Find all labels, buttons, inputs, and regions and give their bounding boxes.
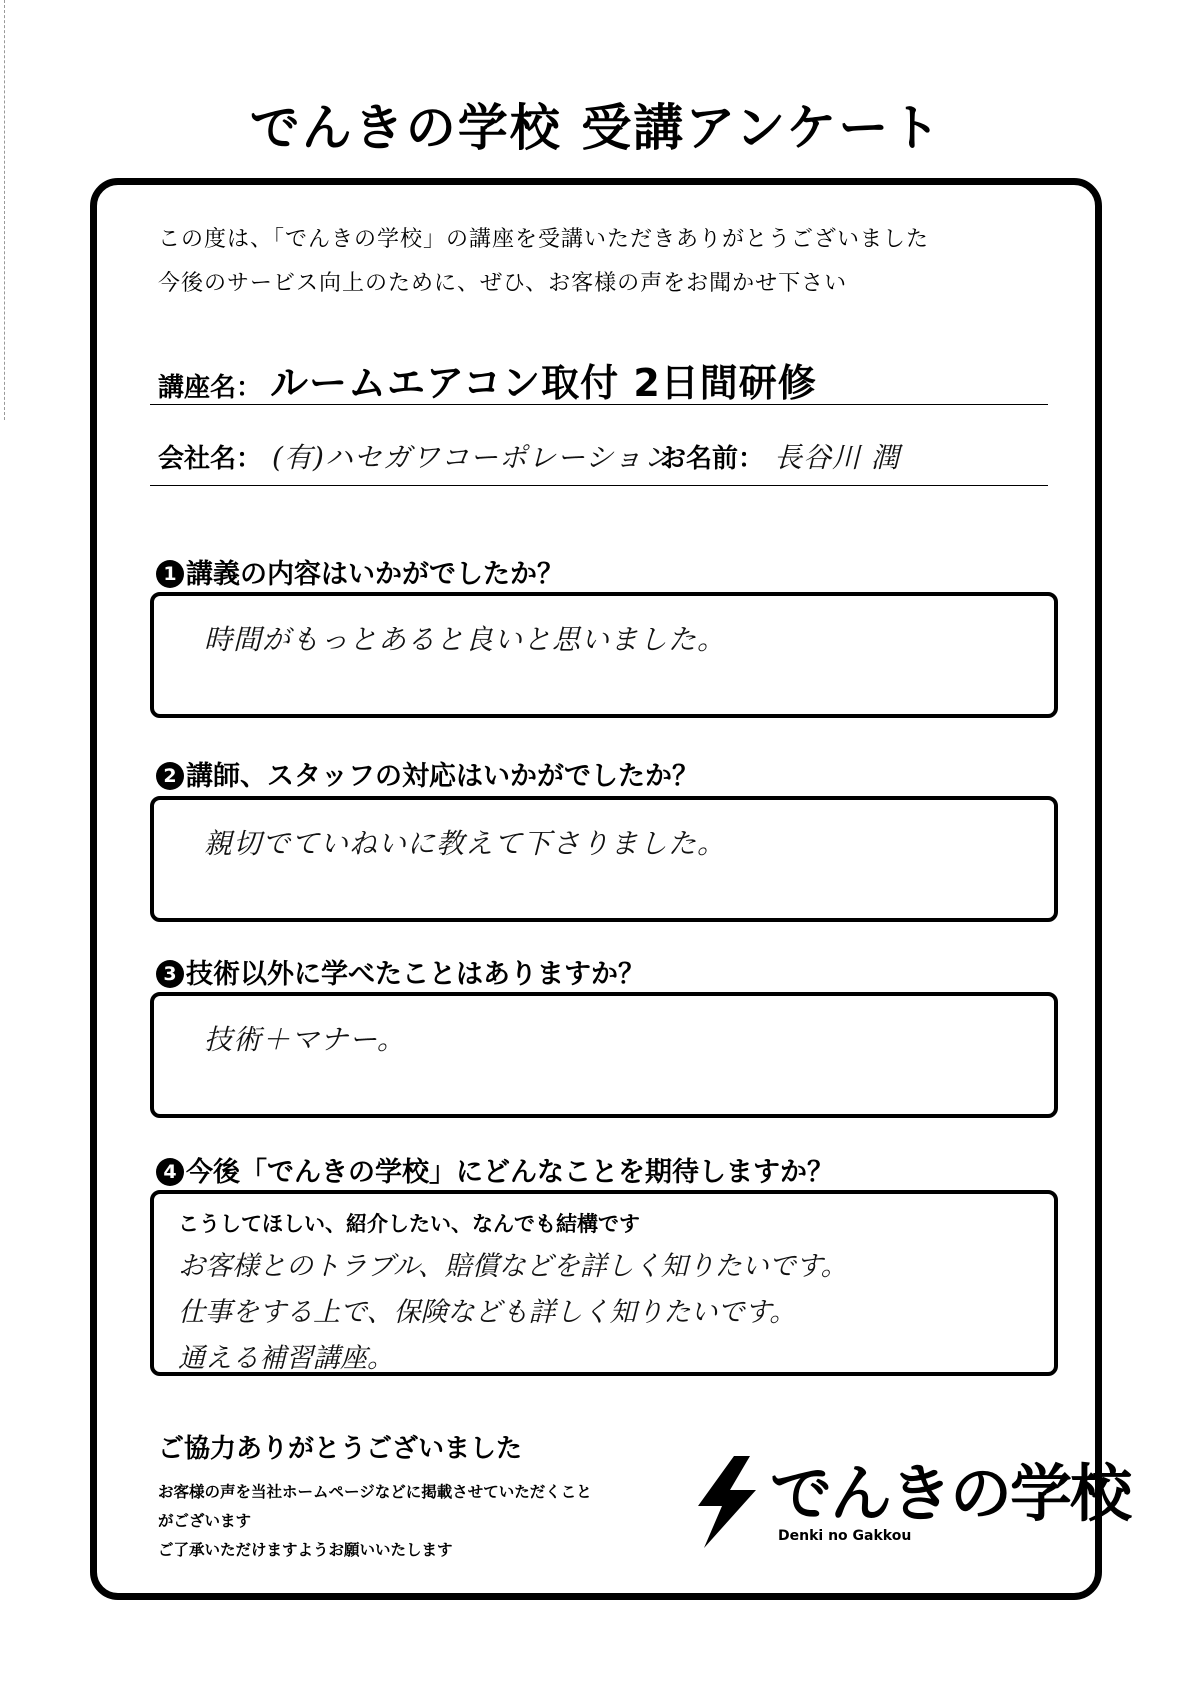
course-underline — [150, 404, 1048, 405]
thanks-heading: ご協力ありがとうございました — [158, 1434, 523, 1464]
question-3 — [156, 952, 645, 991]
answer-4-hint: こうしてほしい、紹介したい、なんでも結構です — [178, 1212, 640, 1236]
lightning-bolt-icon — [690, 1456, 762, 1548]
question-2-text: 講師、スタッフの対応はいかがでしたか？ — [186, 761, 699, 792]
logo-brand-text: でんきの学校 — [770, 1457, 1131, 1530]
publication-notice — [158, 1478, 592, 1565]
answer-box-3[interactable] — [150, 992, 1058, 1118]
name-field[interactable]: 長谷川 潤 — [774, 441, 900, 474]
logo-romanized-text: Denki no Gakkou — [778, 1528, 912, 1544]
notice-line-3: ご了承いただけますようお願いいたします — [158, 1541, 453, 1559]
company-label: 会社名： — [158, 444, 263, 474]
answer-4-lines — [178, 1244, 848, 1382]
intro-line-1: この度は、「でんきの学校」の講座を受講いただきありがとうございました — [158, 227, 930, 252]
question-1-text: 講義の内容はいかがでしたか？ — [186, 559, 564, 590]
answer-4-line-2: 仕事をする上で、保険なども詳しく知りたいです。 — [178, 1297, 797, 1328]
scan-margin-line — [4, 0, 5, 420]
company-field[interactable]: (有)ハセガワコーポレーション — [272, 441, 672, 474]
notice-line-1: お客様の声を当社ホームページなどに掲載させていただくこと — [158, 1483, 592, 1501]
answer-4-line-1: お客様とのトラブル、賠償などを詳しく知りたいです。 — [178, 1251, 848, 1282]
question-number-1: 1 — [156, 560, 184, 588]
answer-4-line-3: 通える補習講座。 — [178, 1343, 394, 1374]
answer-3-text: 技術＋マナー。 — [204, 1023, 406, 1056]
question-1 — [156, 552, 564, 591]
name-row — [660, 436, 900, 476]
question-2 — [156, 754, 699, 793]
course-name: ルームエアコン取付 2日間研修 — [270, 361, 817, 405]
question-number-2: 2 — [156, 762, 184, 790]
question-4 — [156, 1150, 834, 1189]
answer-box-2[interactable] — [150, 796, 1058, 922]
answer-2-text: 親切でていねいに教えて下さりました。 — [204, 827, 727, 860]
page-title: でんきの学校 受講アンケート — [249, 99, 943, 157]
question-number-4: 4 — [156, 1158, 184, 1186]
notice-line-2: がございます — [158, 1512, 252, 1530]
course-label: 講座名： — [158, 373, 263, 403]
answer-1-text: 時間がもっとあると良いと思いました。 — [204, 623, 727, 656]
info-underline — [150, 485, 1048, 486]
question-3-text: 技術以外に学べたことはありますか？ — [186, 959, 645, 990]
question-number-3: 3 — [156, 960, 184, 988]
intro-line-2: 今後のサービス向上のために、ぜひ、お客様の声をお聞かせ下さい — [158, 271, 848, 296]
answer-box-4[interactable] — [150, 1190, 1058, 1376]
name-label: お名前： — [660, 444, 765, 474]
denki-no-gakkou-logo — [690, 1440, 1131, 1560]
course-row — [158, 352, 817, 407]
question-4-text: 今後「でんきの学校」にどんなことを期待しますか？ — [186, 1157, 834, 1188]
company-row — [158, 436, 672, 476]
answer-box-1[interactable] — [150, 592, 1058, 718]
intro-text — [158, 218, 929, 306]
